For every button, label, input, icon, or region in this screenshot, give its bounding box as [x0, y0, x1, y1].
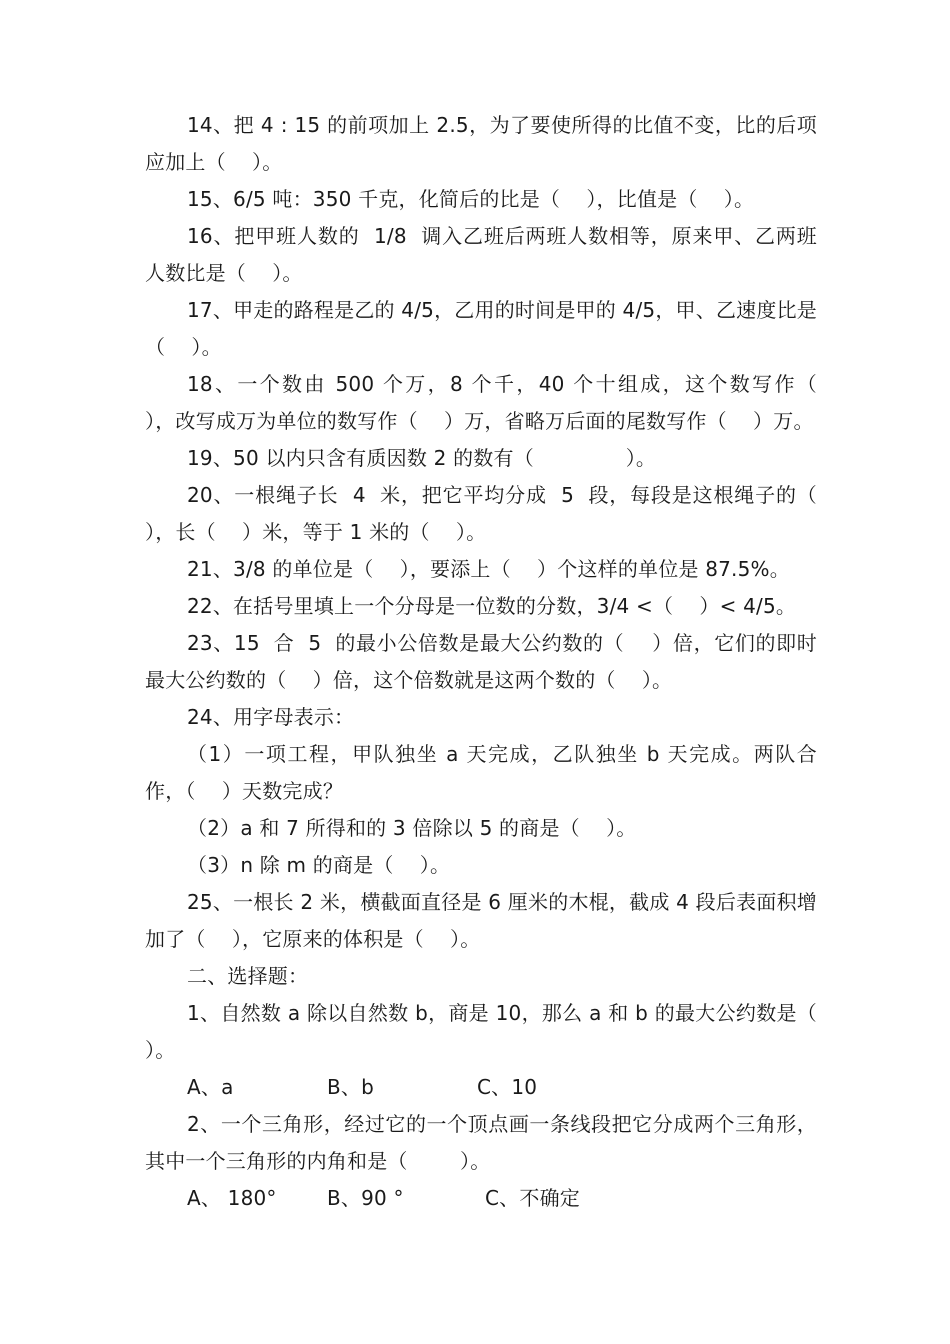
- question-24: 24、用字母表示：: [187, 705, 355, 729]
- question-25: 25、一根长 2 米，横截面直径是 6 厘米的木棍，截成 4 段后表面积增加了（ ），它原来的体积是（ ）。: [145, 890, 817, 951]
- document-body: [145, 107, 857, 1217]
- choice-1-option-c: C、10: [477, 1075, 538, 1099]
- choice-2-option-a: A、 180°: [187, 1186, 277, 1210]
- choice-2-option-b: B、90 °: [327, 1186, 404, 1210]
- question-21: 21、3/8 的单位是（ ），要添上（ ）个这样的单位是 87.5%。: [187, 557, 790, 581]
- choice-2-options: [145, 1180, 817, 1217]
- question-24-part-2: （2）a 和 7 所得和的 3 倍除以 5 的商是（ ）。: [187, 816, 637, 840]
- question-16: 16、把甲班人数的 1/8 调入乙班后两班人数相等，原来甲、乙两班人数比是（ ）。: [145, 224, 817, 285]
- question-14: 14、把 4 : 15 的前项加上 2.5，为了要使所得的比值不变，比的后项应加上（ ）。: [145, 113, 817, 174]
- question-24-part-3: （3）n 除 m 的商是（ ）。: [187, 853, 451, 877]
- question-24-part-1: （1）一项工程，甲队独坐 a 天完成，乙队独坐 b 天完成。两队合作，（ ）天数完成？: [145, 742, 817, 803]
- question-18: 18、一个数由 500 个万，8 个千，40 个十组成，这个数写作（ ），改写成万为单位的数写作（ ）万，省略万后面的尾数写作（ ）万。: [145, 372, 844, 433]
- choice-2-option-c: C、不确定: [485, 1186, 580, 1210]
- choice-1-options: [145, 1069, 817, 1106]
- question-20: 20、一根绳子长 4 米，把它平均分成 5 段，每段是这根绳子的（ ），长（ ）米，等于 1 米的（ ）。: [145, 483, 844, 544]
- question-23: 23、15 合 5 的最小公倍数是最大公约数的（ ）倍，它们的即时最大公约数的（ ）倍，这个倍数就是这两个数的（ ）。: [145, 631, 817, 692]
- question-22: 22、在括号里填上一个分母是一位数的分数，3/4 <（ ）< 4/5。: [187, 594, 797, 618]
- choice-1-option-a: A、a: [187, 1075, 234, 1099]
- question-19: 19、50 以内只含有质因数 2 的数有（ ）。: [187, 446, 657, 470]
- question-17: 17、甲走的路程是乙的 4/5，乙用的时间是甲的 4/5，甲、乙速度比是（ ）。: [145, 298, 817, 359]
- choice-question-1: 1、自然数 a 除以自然数 b，商是 10，那么 a 和 b 的最大公约数是（ ）。: [145, 1001, 857, 1062]
- section-heading-choice: 二、选择题：: [187, 964, 309, 988]
- choice-question-2: 2、一个三角形，经过它的一个顶点画一条线段把它分成两个三角形，其中一个三角形的内角和是（ ）。: [145, 1112, 817, 1173]
- choice-1-option-b: B、b: [327, 1075, 375, 1099]
- question-15: 15、6/5 吨：350 千克，化简后的比是（ ），比值是（ ）。: [187, 187, 755, 211]
